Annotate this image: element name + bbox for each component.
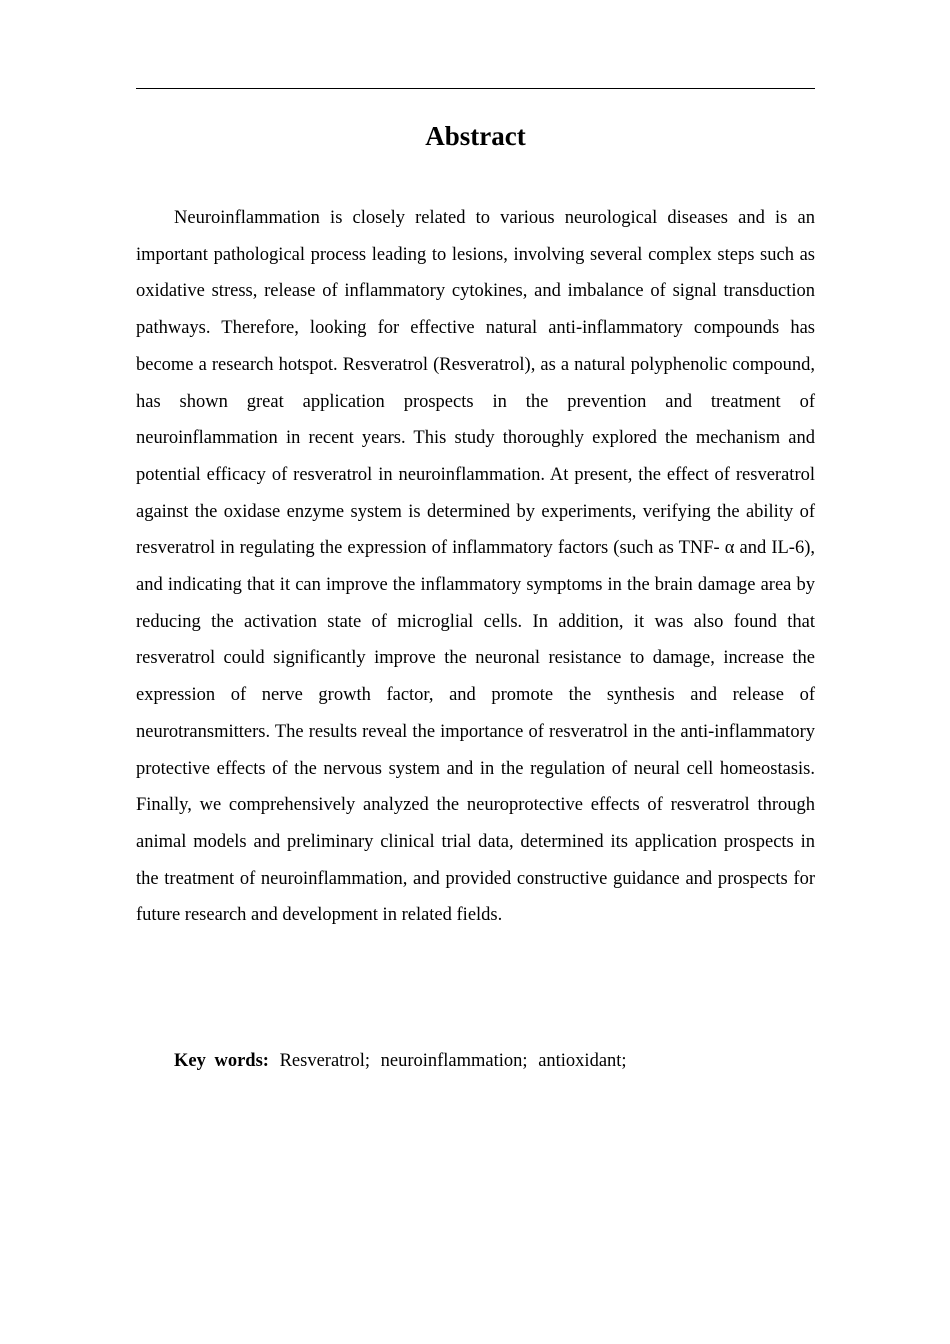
- keyword-item: antioxidant;: [538, 1051, 627, 1071]
- keyword-item: neuroinflammation;: [380, 1051, 528, 1071]
- abstract-title: Abstract: [425, 121, 526, 151]
- header-rule: [136, 88, 815, 89]
- keyword-item: Resveratrol;: [279, 1051, 370, 1071]
- abstract-body: Neuroinflammation is closely related to various neurological diseases and is an important pathological process leading to lesions, involving several complex steps such as oxidative stress, release of inflammatory cytokines, and imbalance of signal transduction pathways. Therefore, looking for effective natural anti-inflammatory compounds has become a research hotspot. Resveratrol (Resveratrol), as a natural polyphenolic compound, has shown great application prospects in the prevention and treatment of neuroinflammation in recent years. This study thoroughly explored the mechanism and potential efficacy of resveratrol in neuroinflammation. At present, the effect of resveratrol against the oxidase enzyme system is determined by experiments, verifying the ability of resveratrol in regulating the expression of inflammatory factors (such as TNF- α and IL-6), and indicating that it can improve the inflammatory symptoms in the brain damage area by reducing the activation state of microglial cells. In addition, it was also found that resveratrol could significantly improve the neuronal resistance to damage, increase the expression of nerve growth factor, and promote the synthesis and release of neurotransmitters. The results reveal the importance of resveratrol in the anti-inflammatory protective effects of the nervous system and in the regulation of neural cell homeostasis. Finally, we comprehensively analyzed the neuroprotective effects of resveratrol through animal models and preliminary clinical trial data, determined its application prospects in the treatment of neuroinflammation, and provided constructive guidance and prospects for future research and development in related fields.: [136, 208, 815, 926]
- keywords-line: [174, 1045, 815, 1077]
- keywords-label: Key words:: [174, 1051, 269, 1071]
